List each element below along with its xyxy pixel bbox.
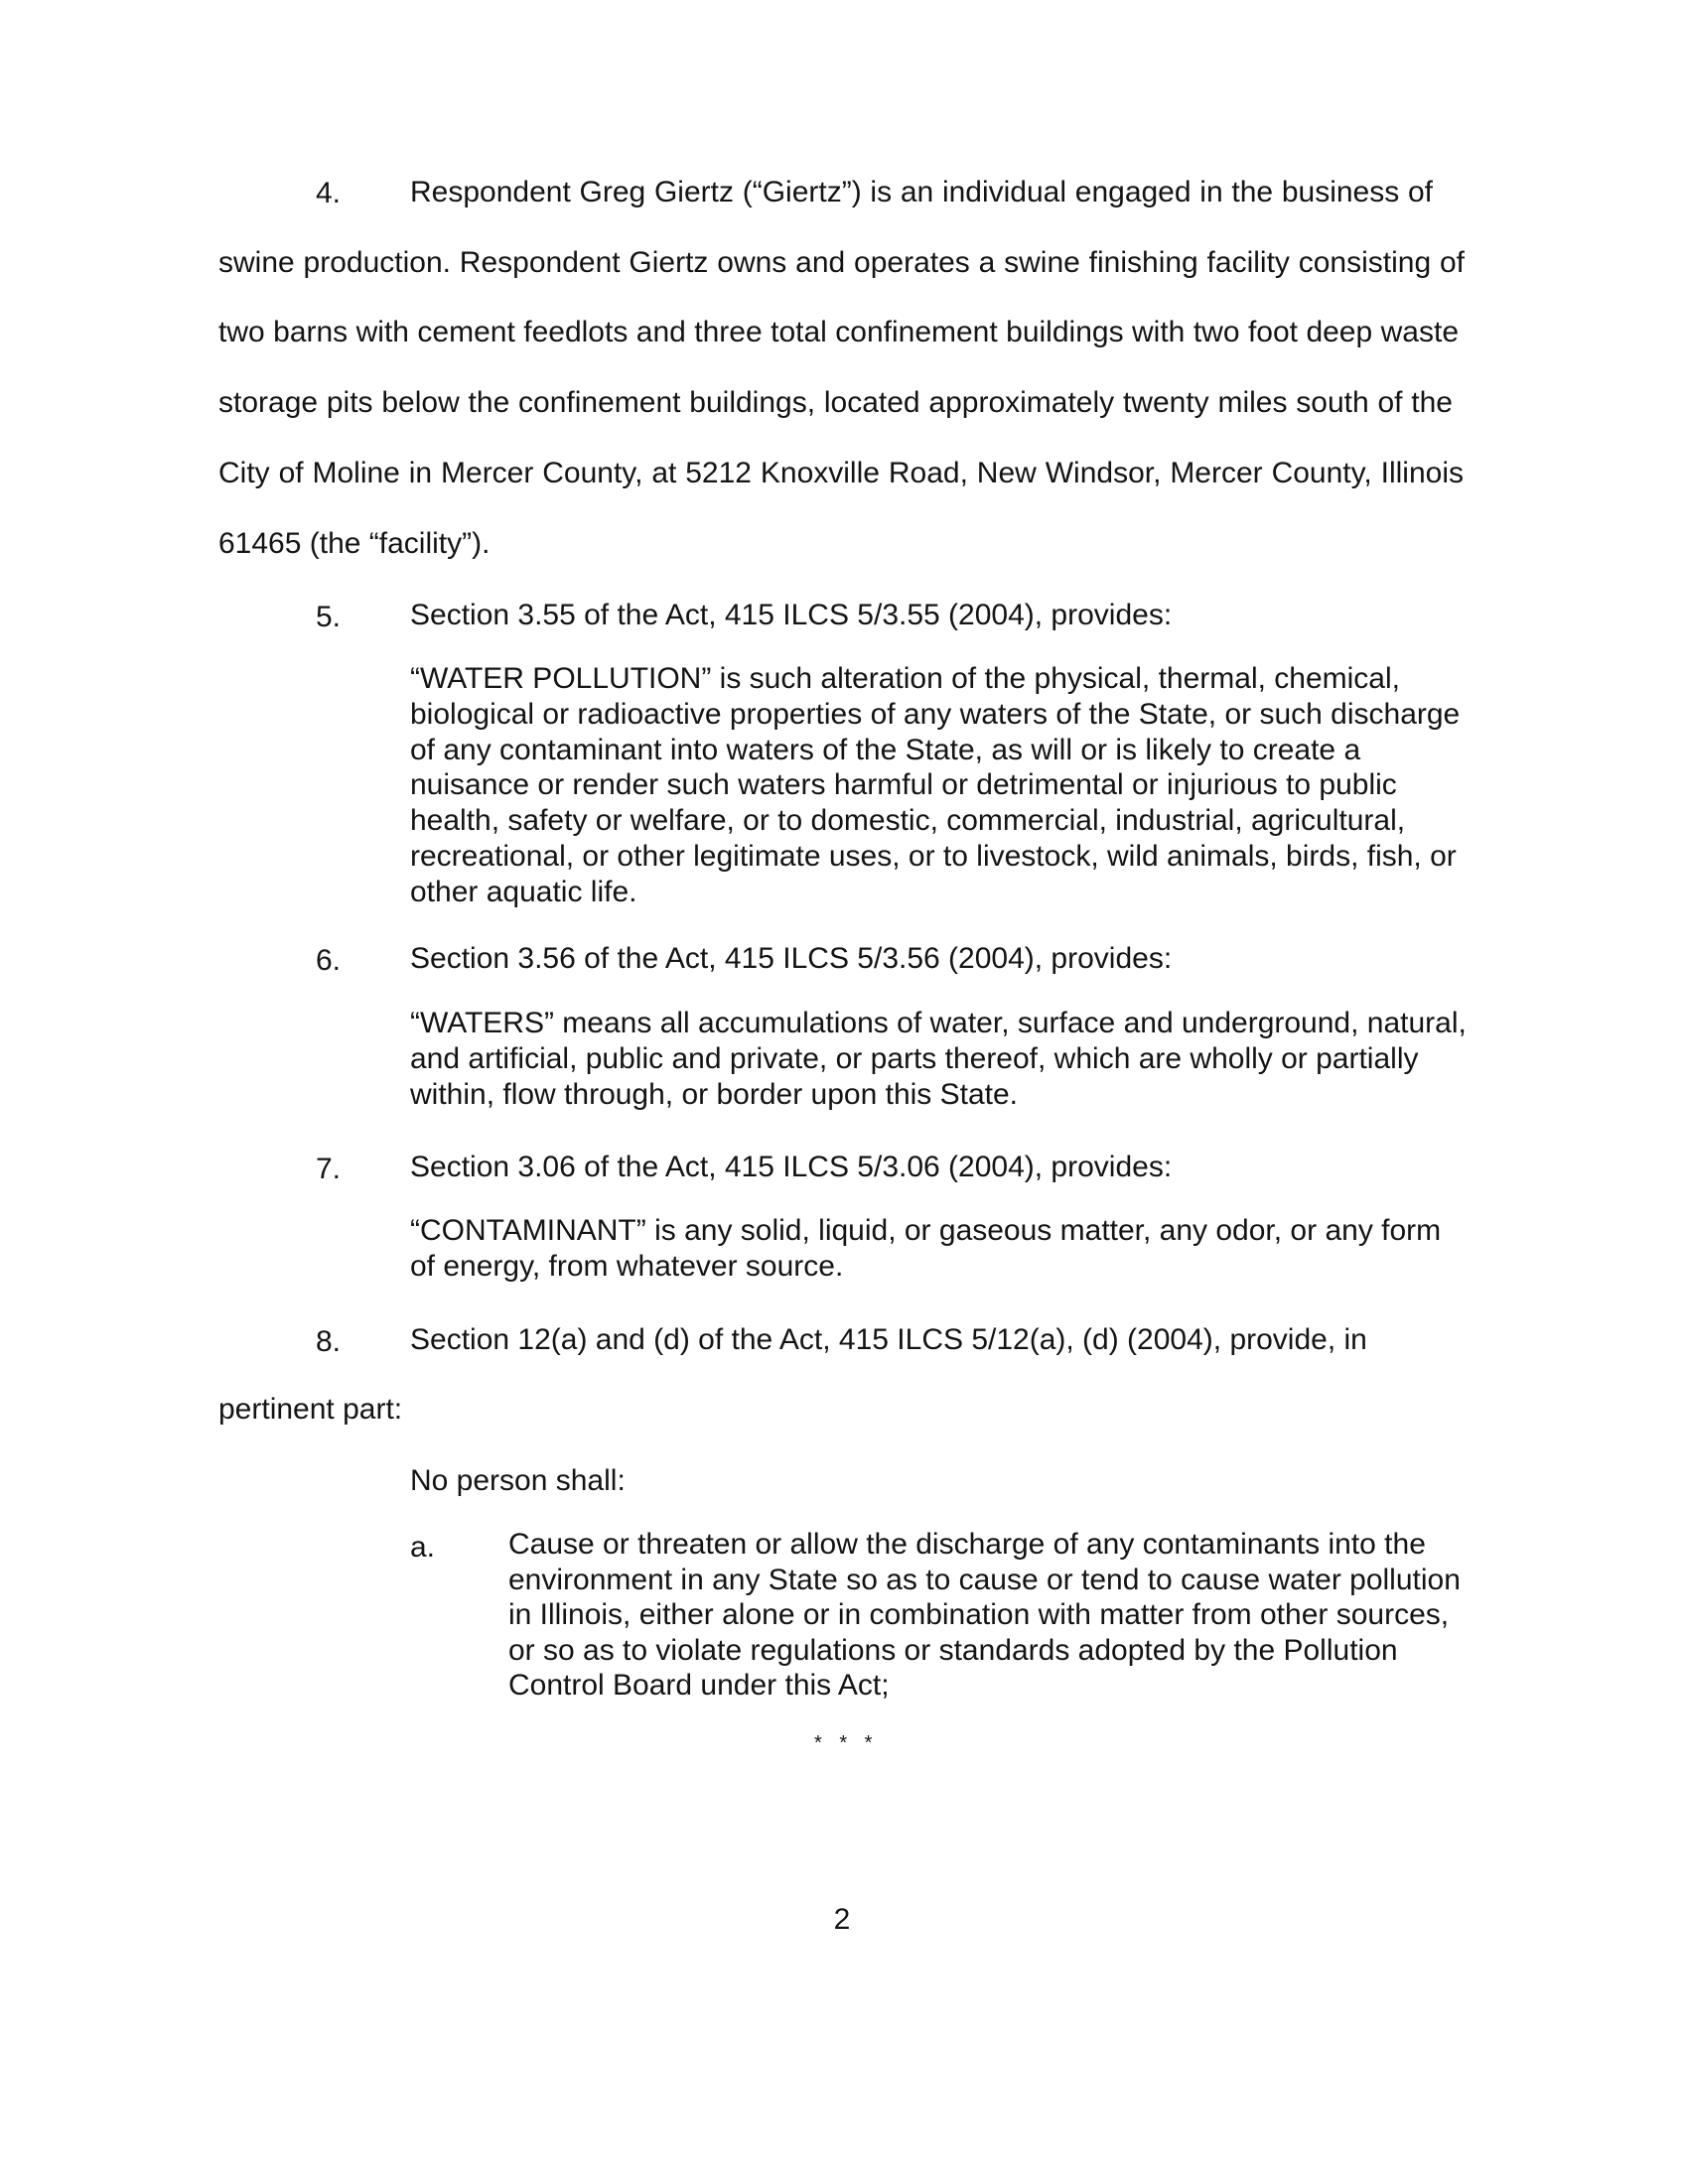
list-item-label: a. bbox=[410, 1531, 436, 1564]
paragraph-line: two barns with cement feedlots and three total confinement buildings with two foot deep waste bbox=[218, 316, 1459, 348]
paragraph-number: 7. bbox=[316, 1153, 342, 1185]
paragraph-text: pertinent part: bbox=[218, 1393, 403, 1426]
paragraph-lead: No person shall: bbox=[410, 1464, 626, 1497]
block-quote: “WATER POLLUTION” is such alteration of the physical, thermal, chemical, biological or radioactive properties of any waters of the State, or such discharge of any contaminant into waters of the State, as will or is likely to create a nuisance or render such waters harmful or detrimental or injurious to public health, safety or welfare, or to domestic, commercial, industrial, agricultural, recreational, or other legitimate uses, or to livestock, wild animals, birds, fish, or other aquatic life. bbox=[410, 662, 1461, 908]
list-item-text: Cause or threaten or allow the discharge of any contaminants into the environment in any State so as to cause or tend to cause water pollution in Illinois, either alone or in combination with matter from other sources, or so as to violate regulations or standards adopted by the Pollution Control Board under this Act; bbox=[508, 1528, 1461, 1702]
paragraph-text: Section 3.06 of the Act, 415 ILCS 5/3.06 (2004), provides: bbox=[410, 1151, 1173, 1183]
paragraph-text: Section 3.56 of the Act, 415 ILCS 5/3.56 (2004), provides: bbox=[410, 942, 1173, 975]
paragraph-number: 4. bbox=[316, 177, 342, 209]
paragraph-text: Section 12(a) and (d) of the Act, 415 ILCS 5/12(a), (d) (2004), provide, in bbox=[410, 1323, 1367, 1356]
ellipsis-stars: * * * bbox=[814, 1732, 879, 1754]
paragraph-line: 61465 (the “facility”). bbox=[218, 527, 491, 560]
paragraph-number: 8. bbox=[316, 1325, 342, 1358]
paragraph-text: Section 3.55 of the Act, 415 ILCS 5/3.55 (2004), provides: bbox=[410, 599, 1173, 631]
list-item-a bbox=[410, 1527, 1492, 1704]
paragraph-line: storage pits below the confinement buildings, located approximately twenty miles south of the bbox=[218, 386, 1453, 419]
paragraph-line: Respondent Greg Giertz (“Giertz”) is an individual engaged in the business of bbox=[410, 176, 1433, 208]
paragraph-number: 5. bbox=[316, 601, 342, 633]
paragraph-line: City of Moline in Mercer County, at 5212 Knoxville Road, New Windsor, Mercer County, Illinois bbox=[218, 457, 1464, 489]
paragraph-number: 6. bbox=[316, 944, 342, 977]
block-quote: “WATERS” means all accumulations of water, surface and underground, natural, and artificial, public and private, or parts thereof, which are wholly or partially within, flow through, or border upon this State. bbox=[410, 1007, 1467, 1111]
block-quote: “CONTAMINANT” is any solid, liquid, or gaseous matter, any odor, or any form of energy, from whatever source. bbox=[410, 1214, 1442, 1283]
paragraph-line: swine production. Respondent Giertz owns and operates a swine finishing facility consisting of bbox=[218, 246, 1465, 279]
page-number: 2 bbox=[833, 1903, 851, 1936]
